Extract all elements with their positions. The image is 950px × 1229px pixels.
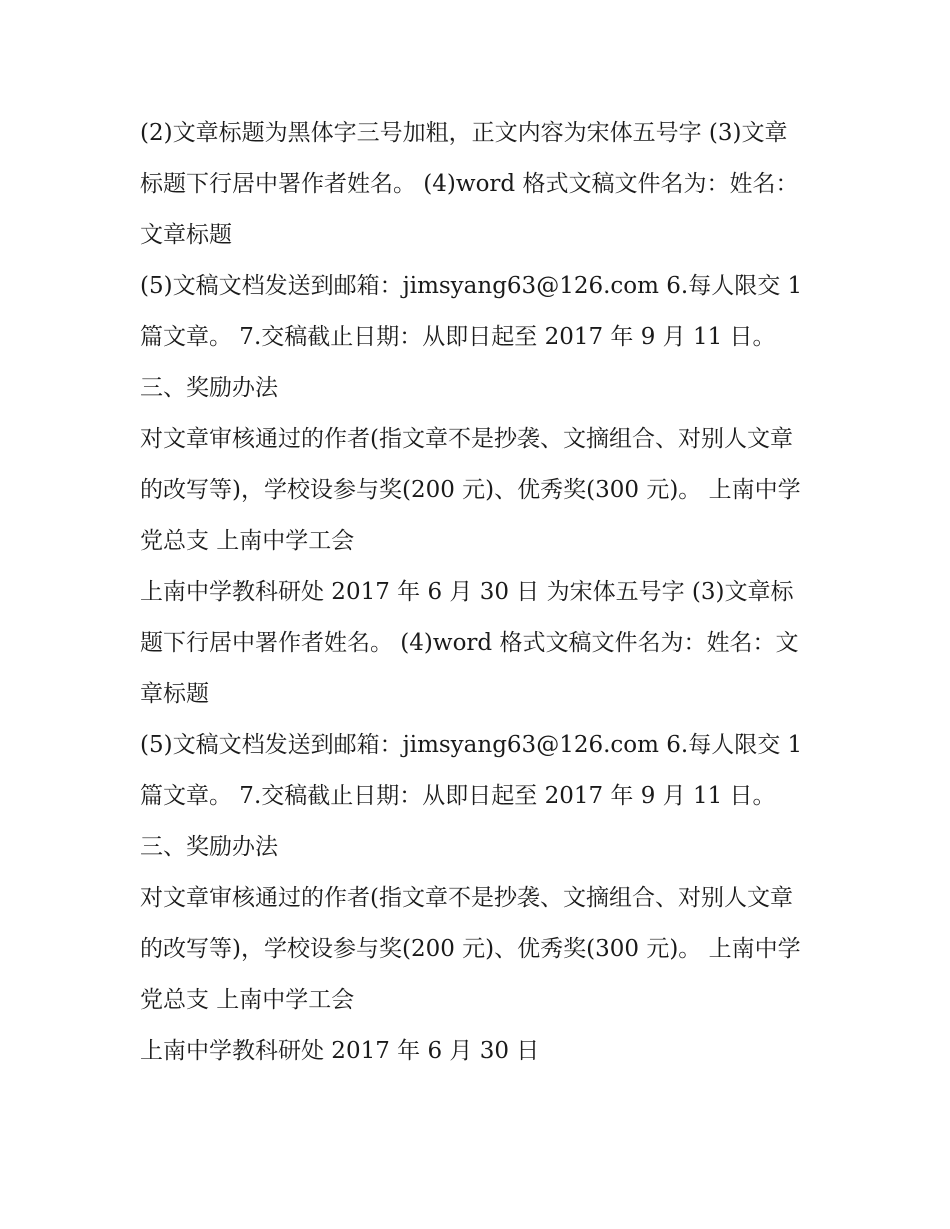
- paragraph-signature-date-final: 上南中学教科研处 2017 年 6 月 30 日: [140, 1038, 540, 1064]
- paragraph-signature-date: 上南中学教科研处 2017 年 6 月 30 日 为宋体五号字 (3)文章标题下行居中署作者姓名。 (4)word 格式文稿文件名为：姓名：文章标题: [140, 579, 799, 707]
- paragraph-reward-rules-repeat: 对文章审核通过的作者(指文章不是抄袭、文摘组合、对别人文章的改写等)，学校设参与奖(200 元)、优秀奖(300 元)。 上南中学党总支 上南中学工会: [140, 885, 801, 1013]
- paragraph-submission-email: (5)文稿文档发送到邮箱：jimsyang63@126.com 6.每人限交 1 篇文章。 7.交稿截止日期：从即日起至 2017 年 9 月 11 日。 三、奖励办法: [140, 273, 810, 401]
- paragraph-submission-email-repeat: (5)文稿文档发送到邮箱：jimsyang63@126.com 6.每人限交 1 篇文章。 7.交稿截止日期：从即日起至 2017 年 9 月 11 日。 三、奖励办法: [140, 732, 810, 860]
- paragraph-format-requirements: (2)文章标题为黑体字三号加粗，正文内容为宋体五号字 (3)文章标题下行居中署作者姓名。 (4)word 格式文稿文件名为：姓名：文章标题: [140, 120, 799, 248]
- paragraph-reward-rules: 对文章审核通过的作者(指文章不是抄袭、文摘组合、对别人文章的改写等)，学校设参与奖(200 元)、优秀奖(300 元)。 上南中学党总支 上南中学工会: [140, 426, 801, 554]
- document-body: [140, 108, 810, 1077]
